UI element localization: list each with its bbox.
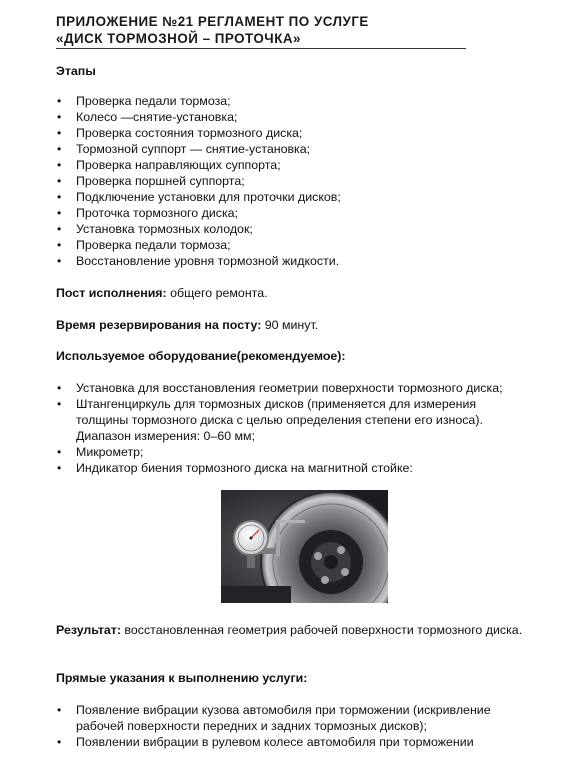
time-label: Время резервирования на посту: [56,318,262,332]
result-line [56,622,526,638]
brake-disc-runout-indicator-photo [221,490,388,603]
list-item: • Подключение установки для проточки дисков; [56,189,536,205]
list-item: • Проверка педали тормоза; [56,93,536,109]
time-line [56,317,536,333]
result-value: восстановленная геометрия рабочей поверхности тормозного диска. [120,623,523,637]
list-item: • Появлении вибрации в рулевом колесе автомобиля при торможении [56,734,534,750]
stages-list [56,93,536,269]
result-label: Результат: [56,623,121,637]
list-item: • Проверка направляющих суппорта; [56,157,536,173]
list-item: • Индикатор биения тормозного диска на магнитной стойке: [56,460,552,476]
directions-heading: Прямые указания к выполнению услуги: [56,671,308,685]
list-item: • Колесо —снятие-установка; [56,109,536,125]
stages-heading: Этапы [56,64,96,78]
list-item: • Тормозной суппорт — снятие-установка; [56,141,536,157]
equipment-heading: Используемое оборудование(рекомендуемое): [56,349,346,363]
list-item: • Штангенциркуль для тормозных дисков (применяется для измерения толщины тормозного диска с целью определения степени его износа). Диапазон измерения: 0–60 мм; [56,396,516,444]
list-item: • Появление вибрации кузова автомобиля при торможении (искривление рабочей поверхности передних и задних тормозных дисков); [56,702,534,734]
page-title [56,13,476,47]
post-line [56,285,536,301]
title-line-2: «ДИСК ТОРМОЗНОЙ – ПРОТОЧКА» [56,31,302,46]
list-item: • Проверка поршней суппорта; [56,173,536,189]
post-label: Пост исполнения: [56,286,167,300]
post-value: общего ремонта. [166,286,268,300]
directions-list [56,702,534,750]
list-item: • Проверка педали тормоза; [56,237,536,253]
photo-illustration [221,490,388,603]
list-item: • Микрометр; [56,444,552,460]
time-value: 90 минут. [261,318,319,332]
title-divider [56,48,466,49]
title-line-1: ПРИЛОЖЕНИЕ №21 РЕГЛАМЕНТ ПО УСЛУГЕ [56,14,369,29]
list-item: • Проточка тормозного диска; [56,205,536,221]
list-item: • Восстановление уровня тормозной жидкости. [56,253,536,269]
equipment-list [56,380,552,476]
list-item: • Установка для восстановления геометрии поверхности тормозного диска; [56,380,552,396]
list-item: • Установка тормозных колодок; [56,221,536,237]
list-item: • Проверка состояния тормозного диска; [56,125,536,141]
